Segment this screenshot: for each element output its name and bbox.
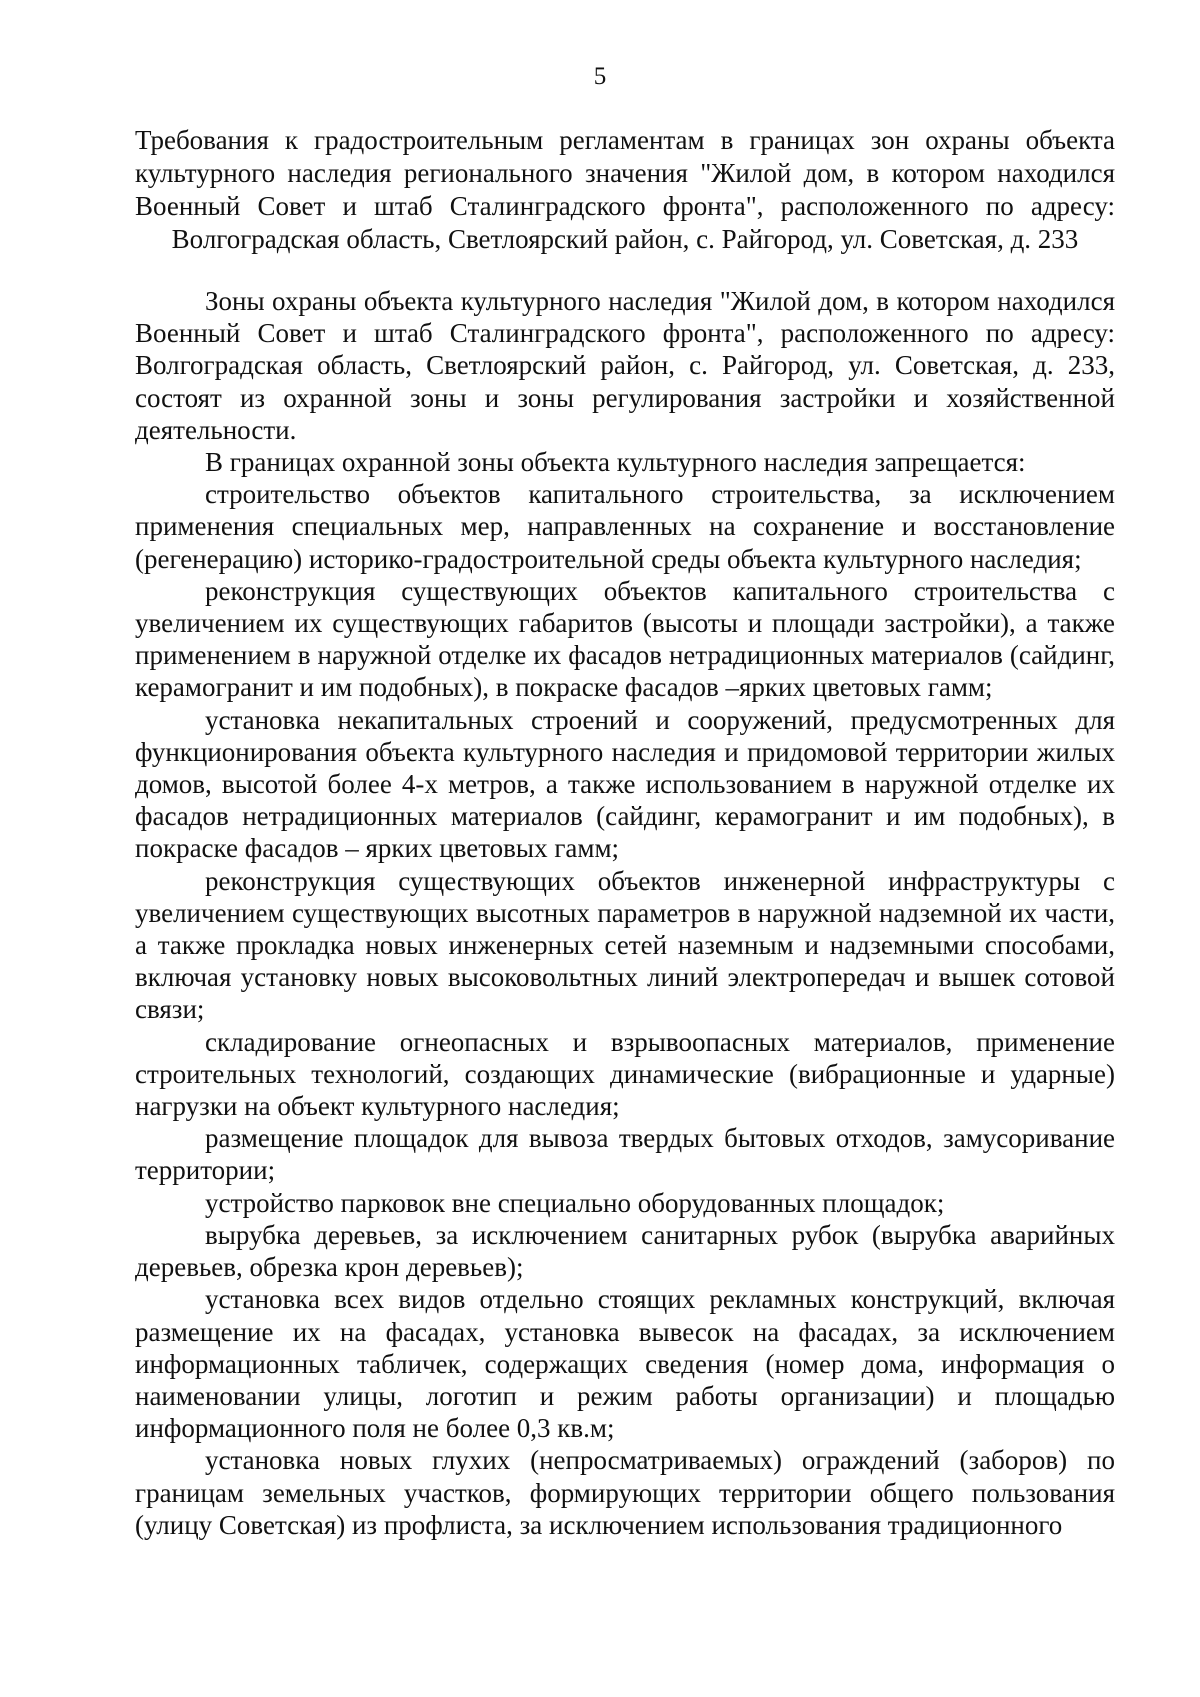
paragraph-fences: установка новых глухих (непросматриваемых) ограждений (заборов) по границам земельных участков, формирующих территории общего пользования (улицу Советская) из профлиста, за исключением использования традиционного [135, 1445, 1115, 1540]
paragraph-waste-sites: размещение площадок для вывоза твердых бытовых отходов, замусоривание территории; [135, 1123, 1115, 1186]
document-body [135, 285, 1115, 1541]
paragraph-advertising: установка всех видов отдельно стоящих рекламных конструкций, включая размещение их на фасадах, установка вывесок на фасадах, за исключением информационных табличек, содержащих сведения (номер дома, информация о наименовании улицы, логотип и режим работы организации) и площадью информационного поля не более 0,3 кв.м; [135, 1284, 1115, 1444]
paragraph-tree-cutting: вырубка деревьев, за исключением санитарных рубок (вырубка аварийных деревьев, обрезка крон деревьев); [135, 1219, 1115, 1283]
document-title: Требования к градостроительным регламентам в границах зон охраны объекта культурного наследия регионального значения "Жилой дом, в котором находился Военный Совет и штаб Сталинградского фронта", расположенного по адресу: Волгоградская область, Светлоярский район, с. Райгород, ул. Советская, д. 233 [135, 125, 1115, 254]
paragraph-construction: строительство объектов капитального строительства, за исключением применения специальных мер, направленных на сохранение и восстановление (регенерацию) историко-градостроительной среды объекта культурного наследия; [135, 479, 1115, 574]
paragraph-storage-materials: складирование огнеопасных и взрывоопасных материалов, применение строительных технологий, создающих динамические (вибрационные и ударные) нагрузки на объект культурного наследия; [135, 1026, 1115, 1122]
page-number: 5 [593, 63, 607, 90]
paragraph-reconstruction-buildings: реконструкция существующих объектов капитального строительства с увеличением их существующих габаритов (высоты и площади застройки), а также применением в наружной отделке их фасадов нетрадиционных материалов (сайдинг, керамогранит и им подобных), в покраске фасадов –ярких цветовых гамм; [135, 575, 1115, 703]
paragraph-parking: устройство парковок вне специально оборудованных площадок; [205, 1187, 945, 1218]
paragraph-noncapital-structures: установка некапитальных строений и сооружений, предусмотренных для функционирования объекта культурного наследия и придомовой территории жилых домов, высотой более 4-х метров, а также использованием в наружной отделке их фасадов нетрадиционных материалов (сайдинг, керамогранит и им подобных), в покраске фасадов – ярких цветовых гамм; [135, 704, 1115, 864]
paragraph-engineering-infrastructure: реконструкция существующих объектов инженерной инфраструктуры с увеличением существующих высотных параметров в наружной надземной их части, а также прокладка новых инженерных сетей наземным и надземными способами, включая установку новых высоковольтных линий электропередач и вышек сотовой связи; [135, 865, 1115, 1025]
paragraph-zones: Зоны охраны объекта культурного наследия "Жилой дом, в котором находился Военный Совет и штаб Сталинградского фронта", расположенного по адресу: Волгоградская область, Светлоярский район, с. Райгород, ул. Советская, д. 233, состоят из охранной зоны и зоны регулирования застройки и хозяйственной деятельности. [135, 286, 1115, 445]
paragraph-prohibited-intro: В границах охранной зоны объекта культурного наследия запрещается: [205, 447, 1026, 478]
